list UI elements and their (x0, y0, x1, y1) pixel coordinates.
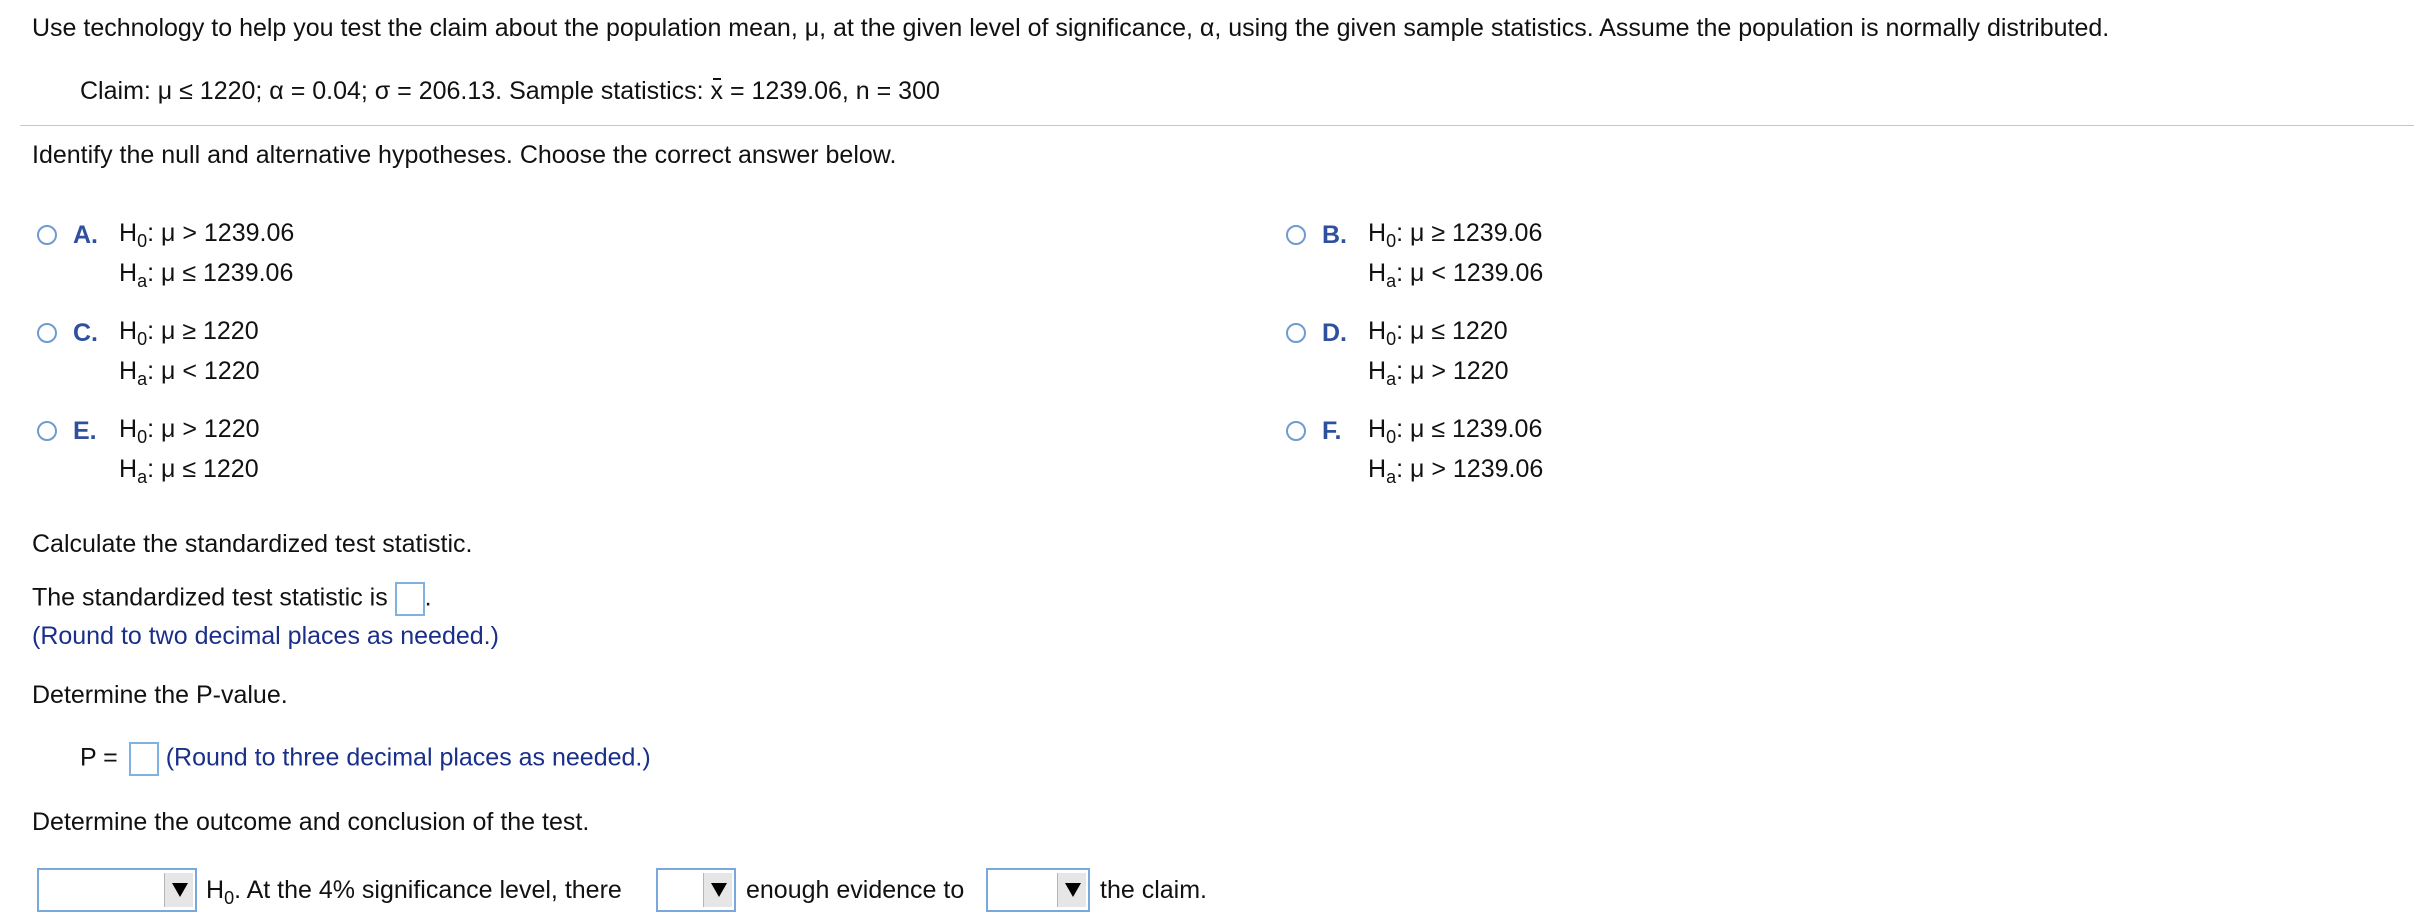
null-hypothesis: $H_0$: μ > 1239.06 (119, 219, 295, 251)
option-e[interactable] (37, 417, 937, 497)
null-hypothesis: $H_0$: μ ≥ 1220 (119, 317, 259, 349)
decision-dropdown[interactable] (37, 868, 197, 912)
claim-suffix: = 1239.06, n = 300 (723, 77, 940, 105)
radio-button[interactable] (37, 323, 57, 343)
conclusion-text-2: enough evidence to (746, 876, 965, 904)
conclusion-text-1: $H_0$. At the 4% significance level, there (206, 876, 622, 908)
test-statistic-heading: Calculate the standardized test statistic. (32, 530, 473, 558)
hypotheses-prompt: Identify the null and alternative hypotheses. Choose the correct answer below. (32, 141, 897, 169)
option-f[interactable] (1286, 417, 2186, 497)
chevron-down-icon[interactable] (703, 873, 732, 907)
alternative-hypothesis: $H_a$: μ < 1239.06 (1368, 259, 1544, 291)
claim-line (80, 77, 940, 106)
option-letter: D. (1322, 319, 1347, 347)
alternative-hypothesis: $H_a$: μ ≤ 1239.06 (119, 259, 294, 291)
option-b[interactable] (1286, 221, 2186, 301)
option-c[interactable] (37, 319, 937, 399)
p-value-heading: Determine the P-value. (32, 681, 288, 709)
problem-intro: Use technology to help you test the claim about the population mean, μ, at the given level of significance, α, using the given sample statistics. Assume the population is normally distributed. (32, 14, 2110, 42)
alternative-hypothesis: $H_a$: μ ≤ 1220 (119, 455, 259, 487)
sample-mean-symbol: x (710, 77, 724, 105)
null-hypothesis: $H_0$: μ ≥ 1239.06 (1368, 219, 1543, 251)
alternative-hypothesis: $H_a$: μ > 1220 (1368, 357, 1509, 389)
test-statistic-hint: (Round to two decimal places as needed.) (32, 622, 499, 650)
radio-button[interactable] (37, 421, 57, 441)
alternative-hypothesis: $H_a$: μ < 1220 (119, 357, 260, 389)
option-a[interactable] (37, 221, 937, 301)
null-hypothesis: $H_0$: μ ≤ 1239.06 (1368, 415, 1543, 447)
alternative-hypothesis: $H_a$: μ > 1239.06 (1368, 455, 1544, 487)
test-statistic-line (32, 582, 432, 616)
null-hypothesis: $H_0$: μ ≤ 1220 (1368, 317, 1508, 349)
p-value-label: P = (80, 743, 118, 772)
option-d[interactable] (1286, 319, 2186, 399)
option-letter: E. (73, 417, 97, 445)
option-letter: F. (1322, 417, 1342, 445)
radio-button[interactable] (1286, 421, 1306, 441)
test-statistic-period: . (424, 583, 432, 612)
radio-button[interactable] (1286, 323, 1306, 343)
p-value-hint: (Round to three decimal places as needed.) (165, 743, 651, 772)
claim-prefix: Claim: μ ≤ 1220; α = 0.04; σ = 206.13. Sample statistics: (80, 77, 711, 105)
p-value-line (80, 742, 651, 776)
p-value-input[interactable] (129, 742, 159, 776)
test-statistic-input[interactable] (395, 582, 425, 616)
chevron-down-icon[interactable] (164, 873, 193, 907)
null-hypothesis: $H_0$: μ > 1220 (119, 415, 260, 447)
option-letter: C. (73, 319, 98, 347)
test-statistic-label: The standardized test statistic is (32, 583, 395, 612)
option-letter: B. (1322, 221, 1347, 249)
section-divider (20, 125, 2414, 126)
claim-action-dropdown[interactable] (986, 868, 1090, 912)
conclusion-text-3: the claim. (1100, 876, 1207, 904)
chevron-down-icon[interactable] (1057, 873, 1086, 907)
conclusion-heading: Determine the outcome and conclusion of the test. (32, 808, 590, 836)
radio-button[interactable] (1286, 225, 1306, 245)
evidence-dropdown[interactable] (656, 868, 736, 912)
option-letter: A. (73, 221, 98, 249)
radio-button[interactable] (37, 225, 57, 245)
